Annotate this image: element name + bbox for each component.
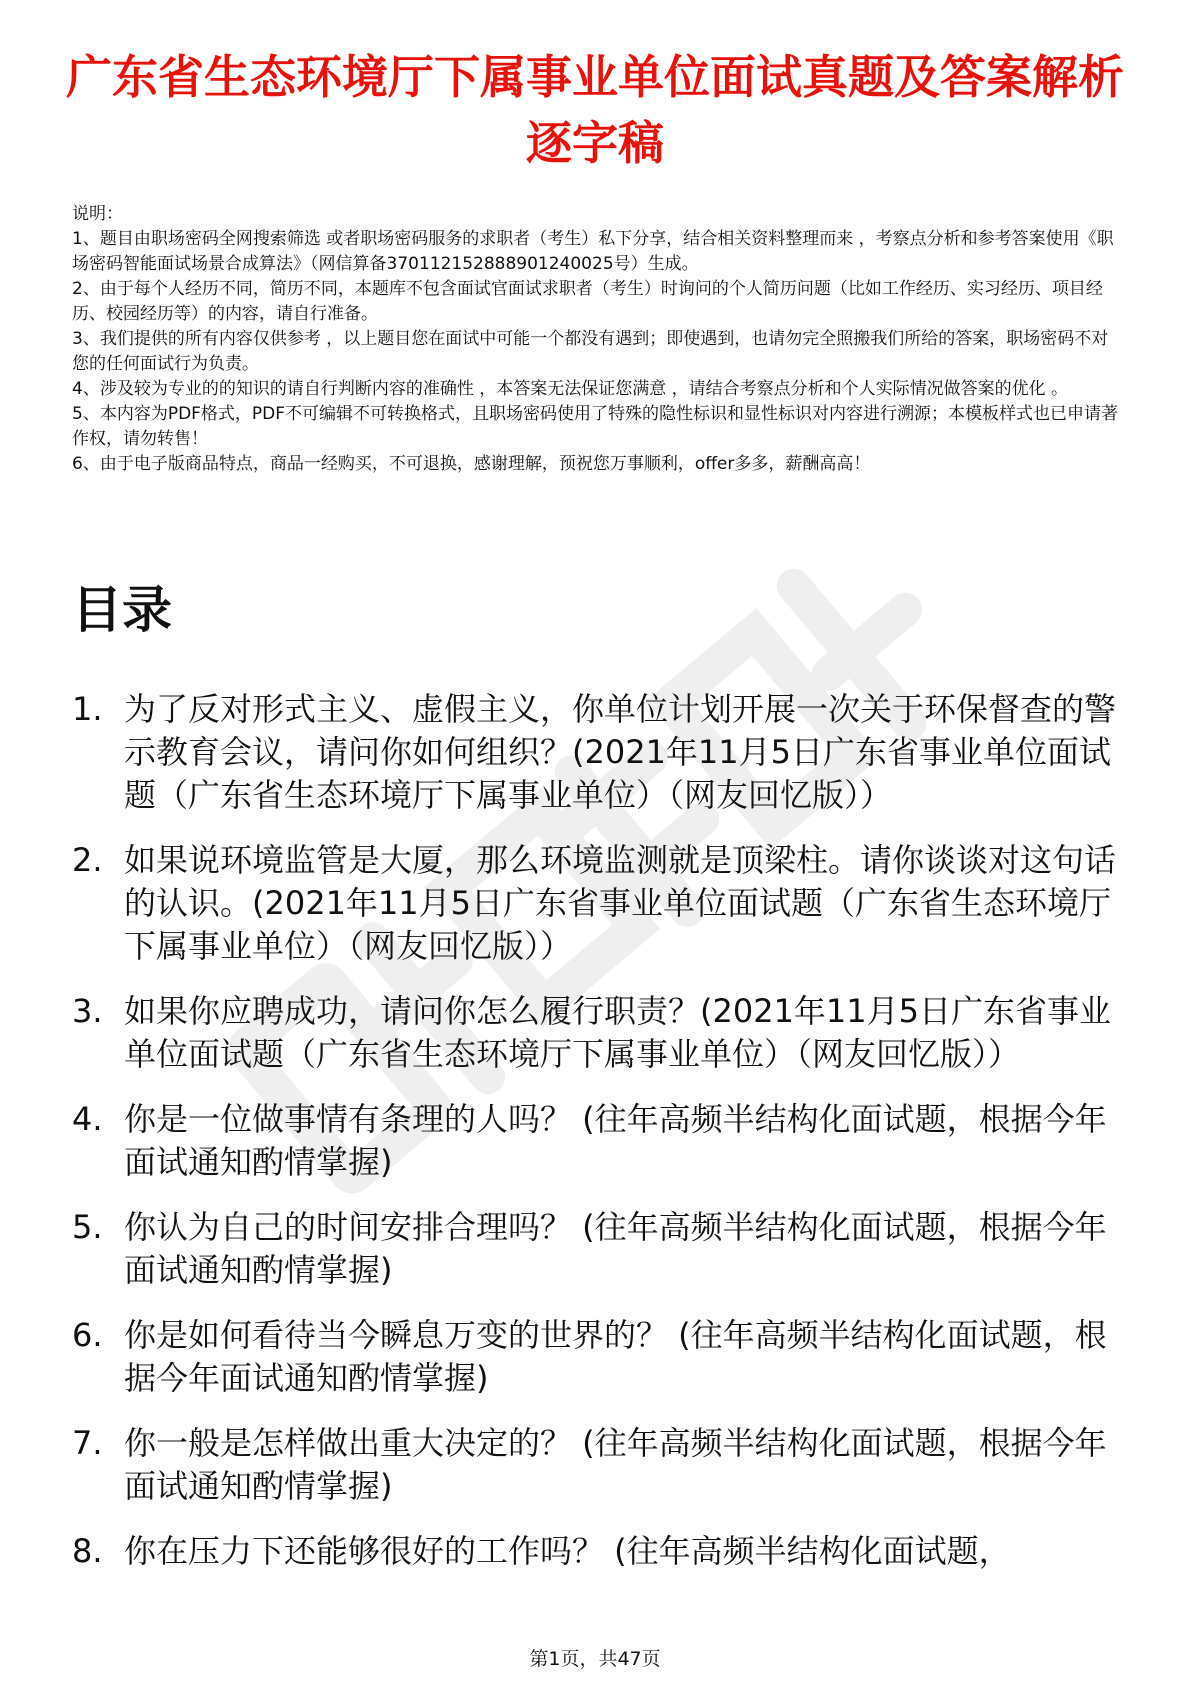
toc-item-text: 如果说环境监管是大厦，那么环境监测就是顶梁柱。请你谈谈对这句话的认识。(2021年11月5日广东省事业单位面试题（广东省生态环境厅下属事业单位）（网友回忆版）） — [124, 841, 1117, 965]
toc-item-text: 你认为自己的时间安排合理吗？ (往年高频半结构化面试题，根据今年面试通知酌情掌握) — [124, 1208, 1107, 1289]
toc-item[interactable] — [72, 1530, 1122, 1573]
toc-item-text: 你一般是怎样做出重大决定的？ (往年高频半结构化面试题，根据今年面试通知酌情掌握) — [124, 1424, 1107, 1505]
notes-block — [72, 202, 1122, 477]
toc-item-text: 你是一位做事情有条理的人吗？ (往年高频半结构化面试题，根据今年面试通知酌情掌握) — [124, 1100, 1107, 1181]
toc-item-text: 如果你应聘成功，请问你怎么履行职责？(2021年11月5日广东省事业单位面试题（广东省生态环境厅下属事业单位）（网友回忆版）） — [124, 992, 1112, 1073]
note-item: 2、由于每个人经历不同，简历不同，本题库不包含面试官面试求职者（考生）时询问的个人简历问题（比如工作经历、实习经历、项目经历、校园经历等）的内容，请自行准备。 — [72, 279, 1103, 324]
notes-heading: 说明： — [72, 204, 123, 224]
toc-item[interactable] — [72, 688, 1122, 817]
toc-item-number: 8. — [72, 1532, 103, 1570]
note-item: 4、涉及较为专业的的知识的请自行判断内容的准确性 ，本答案无法保证您满意 ，请结合考察点分析和个人实际情况做答案的优化 。 — [72, 379, 1069, 399]
note-item: 5、本内容为PDF格式，PDF不可编辑不可转换格式，且职场密码使用了特殊的隐性标识和显性标识对内容进行溯源；本模板样式也已申请著作权，请勿转售！ — [72, 404, 1119, 449]
toc-item-text: 为了反对形式主义、虚假主义，你单位计划开展一次关于环保督查的警示教育会议，请问你如何组织？(2021年11月5日广东省事业单位面试题（广东省生态环境厅下属事业单位）（网友回忆版）） — [124, 690, 1117, 814]
note-item: 1、题目由职场密码全网搜索筛选 或者职场密码服务的求职者（考生）私下分享，结合相关资料整理而来 ，考察点分析和参考答案使用《职场密码智能面试场景合成算法》（网信算备370112152888901240025号）生成。 — [72, 229, 1114, 274]
toc-item-number: 2. — [72, 841, 103, 879]
toc-item[interactable] — [72, 990, 1122, 1076]
toc-item[interactable] — [72, 839, 1122, 968]
table-of-contents — [72, 688, 1122, 1595]
toc-item[interactable] — [72, 1314, 1122, 1400]
page-footer: 第1页，共47页 — [529, 1648, 661, 1670]
note-item: 3、我们提供的所有内容仅供参考 ，以上题目您在面试中可能一个都没有遇到；即使遇到，也请勿完全照搬我们所给的答案，职场密码不对您的任何面试行为负责。 — [72, 329, 1109, 374]
toc-item[interactable] — [72, 1422, 1122, 1508]
toc-heading: 目录 — [72, 581, 172, 639]
toc-item[interactable] — [72, 1098, 1122, 1184]
toc-item-number: 4. — [72, 1100, 103, 1138]
toc-item-number: 3. — [72, 992, 103, 1030]
document-title: 广东省生态环境厅下属事业单位面试真题及答案解析逐字稿 — [66, 50, 1124, 170]
toc-item-number: 5. — [72, 1208, 103, 1246]
toc-item-text: 你在压力下还能够很好的工作吗？ (往年高频半结构化面试题， — [124, 1532, 1011, 1570]
toc-item-number: 6. — [72, 1316, 103, 1354]
toc-item-number: 7. — [72, 1424, 103, 1462]
toc-item-text: 你是如何看待当今瞬息万变的世界的？ (往年高频半结构化面试题，根据今年面试通知酌情掌握) — [124, 1316, 1107, 1397]
note-item: 6、由于电子版商品特点，商品一经购买，不可退换，感谢理解，预祝您万事顺利，offer多多，薪酬高高！ — [72, 454, 871, 474]
toc-item-number: 1. — [72, 690, 103, 728]
toc-item[interactable] — [72, 1206, 1122, 1292]
